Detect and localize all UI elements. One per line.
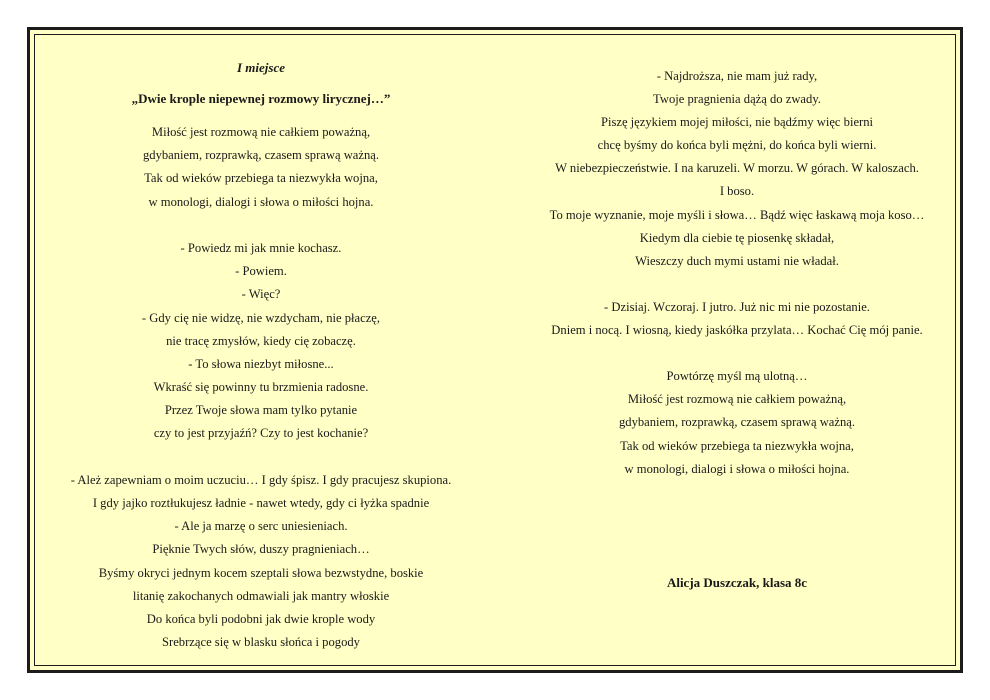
stanza-break <box>37 446 485 469</box>
poem-card <box>27 27 963 673</box>
poem-line: Miłość jest rozmową nie całkiem poważną, <box>627 392 847 407</box>
place-heading: I miejsce <box>236 60 285 75</box>
poem-line: W niebezpieczeństwie. I na karuzeli. W morzu. W górach. W kaloszach. <box>555 161 919 176</box>
poem-line: Twoje pragnienia dążą do zwady. <box>653 92 821 107</box>
poem-line: - Więc? <box>241 287 281 302</box>
poem-line: - Ależ zapewniam o moim uczuciu… I gdy śpisz. I gdy pracujesz skupiona. <box>70 472 452 487</box>
poem-line: - Gdy cię nie widzę, nie wzdycham, nie płaczę, <box>141 310 381 325</box>
poem-line: Przez Twoje słowa mam tylko pytanie <box>164 403 358 418</box>
poem-line: - Powiem. <box>235 264 287 279</box>
poem-line: Powtórzę myśl mą ulotną… <box>666 369 808 384</box>
poem-line: chcę byśmy do końca byli mężni, do końca byli wierni. <box>597 138 877 153</box>
stanza-break <box>37 214 485 237</box>
left-poem-lines <box>37 121 485 654</box>
poem-title: „Dwie krople niepewnej rozmowy lirycznej…” <box>131 91 391 106</box>
poem-line: Wkraść się powinny tu brzmienia radosne. <box>153 380 369 395</box>
poem-line: - Najdroższa, nie mam już rady, <box>656 69 818 83</box>
poem-line: I gdy jajko roztłukujesz ładnie - nawet wtedy, gdy ci łyżka spadnie <box>92 496 430 510</box>
poem-line: - Ale ja marzę o serc uniesieniach. <box>174 519 348 534</box>
poem-line: nie tracę zmysłów, kiedy cię zobaczę. <box>166 333 356 348</box>
poem-line: Do końca byli podobni jak dwie krople wody <box>146 611 376 626</box>
poem-line: Wieszczy duch mymi ustami nie władał. <box>635 253 839 268</box>
poem-line: gdybaniem, rozprawką, czasem sprawą ważną. <box>142 148 380 163</box>
poem-line: Srebrzące się w blasku słońca i pogody <box>162 635 360 650</box>
right-poem-lines <box>516 65 958 481</box>
poem-line: litanię zakochanych odmawiali jak mantry włoskie <box>132 588 390 603</box>
poem-line: Tak od wieków przebiega ta niezwykła wojna, <box>620 438 854 453</box>
poem-line: w monologi, dialogi i słowa o miłości hojna. <box>624 461 850 476</box>
poem-line: w monologi, dialogi i słowa o miłości hojna. <box>148 194 374 209</box>
poem-line: Byśmy okryci jednym kocem szeptali słowa bezwstydne, boskie <box>98 565 424 580</box>
author-signature: Alicja Duszczak, klasa 8c <box>666 575 808 590</box>
poem-line: - To słowa niezbyt miłosne... <box>188 356 334 371</box>
poem-line: Pięknie Twych słów, duszy pragnieniach… <box>152 542 370 557</box>
poem-line: Tak od wieków przebiega ta niezwykła wojna, <box>144 171 378 186</box>
stanza-break <box>516 342 958 365</box>
stanza-break <box>516 273 958 296</box>
poem-line: Miłość jest rozmową nie całkiem poważną, <box>151 125 371 139</box>
poem-line: Kiedym dla ciebie tę piosenkę składał, <box>639 230 835 245</box>
poem-line: - Powiedz mi jak mnie kochasz. <box>180 240 342 255</box>
poem-line: - Dzisiaj. Wczoraj. I jutro. Już nic mi nie pozostanie. <box>604 299 870 314</box>
poem-line: Dniem i nocą. I wiosną, kiedy jaskółka przylata… Kochać Cię mój panie. <box>551 323 923 338</box>
poem-line: czy to jest przyjaźń? Czy to jest kochanie? <box>153 426 369 441</box>
poem-line: To moje wyznanie, moje myśli i słowa… Bądź więc łaskawą moja koso… <box>549 207 925 222</box>
poem-line: I boso. <box>719 184 755 199</box>
poem-line: Piszę językiem mojej miłości, nie bądźmy więc bierni <box>600 115 874 130</box>
poem-line: gdybaniem, rozprawką, czasem sprawą ważną. <box>618 415 856 430</box>
